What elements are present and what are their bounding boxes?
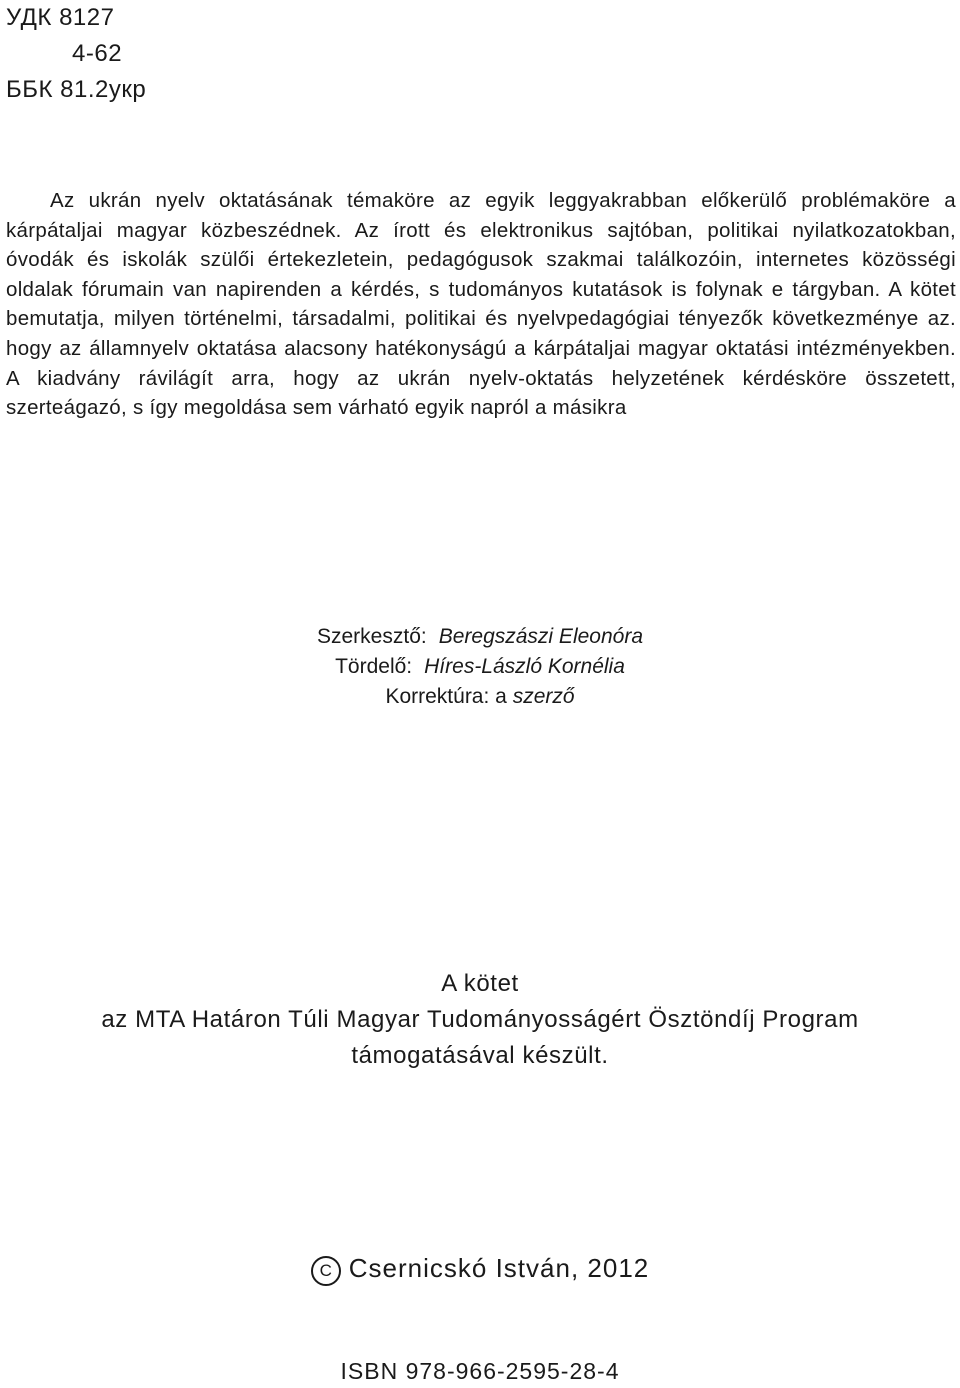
typesetter-label: Tördelő:	[335, 655, 413, 678]
abstract-paragraph: Az ukrán nyelv oktatásának témaköre az egyik leggyakrabban előkerülő problémaköre a kárpátaljai magyar közbeszédnek. Az írott és elektronikus sajtóban, politikai nyilatkozatokban, óvodák és iskolák szülői értekezletein, pedagógusok szakmai találkozóin, internetes közösségi oldalak fórumain van napirenden a kérdés, s tudományos kutatások is folynak e tárgyban. A kötet bemutatja, milyen történelmi, társadalmi, politikai és nyelvpedagógiai tényezők következménye az. hogy az államnyelv oktatása alacsony hatékonyságú a kárpátaljai magyar oktatási intézményekben. A kiadvány rávilágít arra, hogy az ukrán nyelv-oktatás helyzetének kérdésköre összetett, szerteágazó, s így megoldása sem várható egyik napról a másikra	[6, 189, 956, 420]
editor-label: Szerkesztő:	[317, 625, 427, 648]
isbn-number: ISBN 978-966-2595-28-4	[340, 1358, 620, 1384]
udk-code: УДК 8127	[6, 4, 115, 31]
credits-block	[0, 622, 960, 712]
funding-line-1: A kötet	[441, 970, 519, 997]
copyright-icon: C	[311, 1256, 341, 1286]
editor-name: Beregszászi Eleonóra	[438, 625, 643, 648]
bbk-code: ББК 81.2укр	[6, 76, 147, 103]
proofreading-credit	[0, 682, 960, 712]
library-classification	[6, 0, 146, 108]
funding-acknowledgement	[0, 966, 960, 1074]
udk-subcode: 4-62	[72, 40, 123, 67]
proofreading-value: szerző	[512, 685, 575, 708]
editor-credit	[0, 622, 960, 652]
proofreading-label: Korrektúra: a	[385, 685, 507, 708]
copyright-notice	[0, 1250, 960, 1286]
copyright-holder: Csernicskó István, 2012	[348, 1253, 650, 1283]
funding-line-3: támogatásával készült.	[351, 1042, 609, 1069]
funding-line-2: az MTA Határon Túli Magyar Tudományosságért Ösztöndíj Program	[101, 1006, 859, 1033]
typesetter-name: Híres-László Kornélia	[424, 655, 625, 678]
typesetter-credit	[0, 652, 960, 682]
